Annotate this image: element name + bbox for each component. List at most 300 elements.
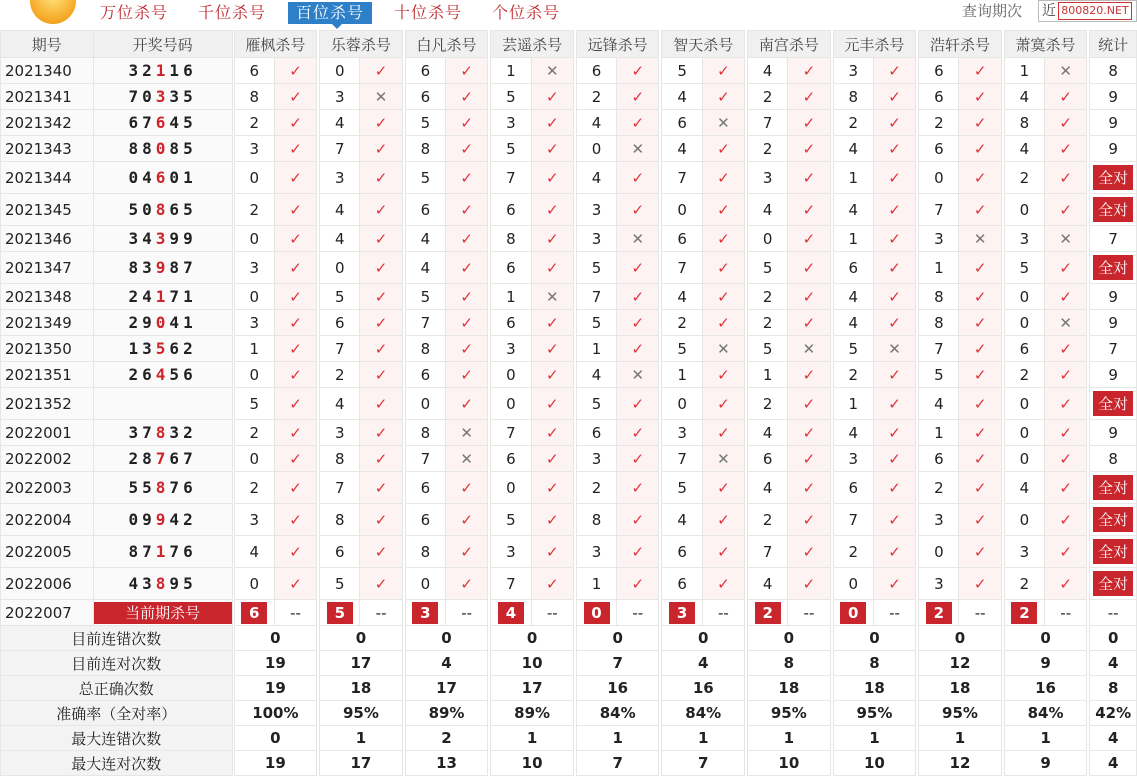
correct-check-icon: ✓ <box>788 58 830 84</box>
summary-value: 8 <box>833 651 916 676</box>
period-cell: 2021343 <box>1 136 94 162</box>
period-cell: 2022004 <box>1 504 94 536</box>
table-row <box>1 226 1137 252</box>
kill-number-cell: 3 <box>1004 226 1044 252</box>
summary-value: 100% <box>234 701 317 726</box>
kill-number-cell: 6 <box>919 58 959 84</box>
correct-check-icon: ✓ <box>446 336 488 362</box>
summary-label: 总正确次数 <box>1 676 233 701</box>
kill-number-cell: 2 <box>748 136 788 162</box>
kill-number-cell: 8 <box>405 336 445 362</box>
draw-number-cell <box>93 446 232 472</box>
current-kill-number-cell <box>576 600 616 626</box>
kill-number-cell: 5 <box>576 310 616 336</box>
stat-cell: 9 <box>1090 136 1137 162</box>
correct-check-icon: ✓ <box>617 252 659 284</box>
correct-check-icon: ✓ <box>617 388 659 420</box>
kill-number-cell: 7 <box>833 504 873 536</box>
kill-number-cell: 2 <box>320 362 360 388</box>
correct-check-icon: ✓ <box>360 536 402 568</box>
kill-number-cell: 7 <box>491 162 531 194</box>
col-header-predictor: 浩轩杀号 <box>919 31 1002 58</box>
kill-number-cell: 5 <box>234 388 274 420</box>
kill-number-cell: 3 <box>320 420 360 446</box>
table-row <box>1 284 1137 310</box>
correct-check-icon: ✓ <box>617 194 659 226</box>
kill-number-cell: 6 <box>405 84 445 110</box>
col-header-predictor: 南宫杀号 <box>748 31 831 58</box>
stat-cell <box>1090 536 1137 568</box>
col-header-predictor: 萧寞杀号 <box>1004 31 1087 58</box>
draw-digit: 3 <box>169 423 184 442</box>
draw-digit: 3 <box>128 229 143 248</box>
wrong-cross-icon: ✕ <box>446 446 488 472</box>
draw-digit: 4 <box>142 168 156 187</box>
current-kill-number-cell <box>320 600 360 626</box>
draw-digit: 7 <box>183 258 197 277</box>
draw-number-cell <box>93 136 232 162</box>
pending-result-cell: -- <box>702 600 744 626</box>
summary-value: 4 <box>405 651 488 676</box>
correct-check-icon: ✓ <box>1045 446 1087 472</box>
pending-result-cell: -- <box>360 600 402 626</box>
correct-check-icon: ✓ <box>1045 536 1087 568</box>
summary-value: 10 <box>833 751 916 776</box>
all-right-badge: 全对 <box>1093 197 1133 222</box>
draw-number-cell <box>93 310 232 336</box>
correct-check-icon: ✓ <box>788 536 830 568</box>
summary-value: 17 <box>405 676 488 701</box>
correct-check-icon: ✓ <box>788 388 830 420</box>
site-watermark: 800820.NET <box>1058 2 1132 20</box>
correct-check-icon: ✓ <box>1045 110 1087 136</box>
tab-ge-kill[interactable]: 个位杀号 <box>492 3 561 22</box>
stat-cell <box>1090 504 1137 536</box>
draw-digit: 8 <box>169 139 184 158</box>
kill-number-cell: 2 <box>1004 568 1044 600</box>
kill-number-cell: 4 <box>662 84 702 110</box>
draw-number-cell <box>93 362 232 388</box>
current-kill-number-cell <box>405 600 445 626</box>
correct-check-icon: ✓ <box>873 136 915 162</box>
stat-cell: 9 <box>1090 84 1137 110</box>
draw-digit: 7 <box>142 542 156 561</box>
summary-value: 9 <box>1004 651 1087 676</box>
table-row <box>1 162 1137 194</box>
correct-check-icon: ✓ <box>873 226 915 252</box>
kill-number-cell: 4 <box>748 58 788 84</box>
draw-digit: 2 <box>183 423 197 442</box>
wrong-cross-icon: ✕ <box>531 58 573 84</box>
correct-check-icon: ✓ <box>1045 136 1087 162</box>
correct-check-icon: ✓ <box>788 504 830 536</box>
kill-number-cell: 6 <box>919 136 959 162</box>
correct-check-icon: ✓ <box>531 536 573 568</box>
correct-check-icon: ✓ <box>274 388 316 420</box>
correct-check-icon: ✓ <box>531 504 573 536</box>
summary-value: 84% <box>576 701 659 726</box>
correct-check-icon: ✓ <box>617 284 659 310</box>
correct-check-icon: ✓ <box>617 420 659 446</box>
kill-number-cell: 8 <box>320 504 360 536</box>
correct-check-icon: ✓ <box>360 362 402 388</box>
period-cell: 2021341 <box>1 84 94 110</box>
summary-label: 准确率（全对率） <box>1 701 233 726</box>
draw-number-cell <box>93 162 232 194</box>
period-cell: 2022001 <box>1 420 94 446</box>
stat-cell: 9 <box>1090 420 1137 446</box>
correct-check-icon: ✓ <box>702 388 744 420</box>
kill-number-cell: 6 <box>405 472 445 504</box>
correct-check-icon: ✓ <box>446 58 488 84</box>
table-row <box>1 568 1137 600</box>
correct-check-icon: ✓ <box>1045 472 1087 504</box>
stat-cell <box>1090 162 1137 194</box>
kill-number-cell: 3 <box>234 136 274 162</box>
correct-check-icon: ✓ <box>1045 420 1087 446</box>
correct-check-icon: ✓ <box>617 536 659 568</box>
pending-stat-cell: -- <box>1090 600 1137 626</box>
draw-number-cell <box>93 388 232 420</box>
kill-number-cell: 3 <box>576 536 616 568</box>
correct-check-icon: ✓ <box>531 110 573 136</box>
summary-value: 89% <box>491 701 574 726</box>
kill-number-cell: 0 <box>234 446 274 472</box>
draw-digit: 6 <box>128 113 143 132</box>
kill-number-cell: 1 <box>576 568 616 600</box>
correct-check-icon: ✓ <box>531 252 573 284</box>
summary-value: 0 <box>576 626 659 651</box>
correct-check-icon: ✓ <box>702 194 744 226</box>
summary-value: 8 <box>748 651 831 676</box>
site-logo <box>30 0 76 24</box>
draw-digit: 6 <box>183 478 197 497</box>
kill-number-cell: 7 <box>748 536 788 568</box>
period-cell: 2022006 <box>1 568 94 600</box>
kill-number-cell: 8 <box>320 446 360 472</box>
kill-number-cell: 6 <box>405 504 445 536</box>
correct-check-icon: ✓ <box>873 536 915 568</box>
kill-number-table <box>0 30 1137 776</box>
kill-number-cell: 3 <box>748 162 788 194</box>
kill-number-cell: 4 <box>576 162 616 194</box>
current-kill-number-cell <box>234 600 274 626</box>
summary-value: 7 <box>662 751 745 776</box>
kill-number-cell: 3 <box>576 446 616 472</box>
draw-digit: 0 <box>128 510 143 529</box>
draw-digit: 4 <box>169 510 184 529</box>
kill-number-cell: 2 <box>833 110 873 136</box>
kill-number-cell: 4 <box>662 136 702 162</box>
correct-check-icon: ✓ <box>531 310 573 336</box>
period-cell: 2021347 <box>1 252 94 284</box>
wrong-cross-icon: ✕ <box>617 136 659 162</box>
summary-value: 17 <box>320 751 403 776</box>
correct-check-icon: ✓ <box>531 362 573 388</box>
current-period-cell: 2022007 <box>1 600 94 626</box>
kill-number-cell: 4 <box>748 472 788 504</box>
correct-check-icon: ✓ <box>873 84 915 110</box>
correct-check-icon: ✓ <box>788 310 830 336</box>
col-header-predictor: 芸遥杀号 <box>491 31 574 58</box>
summary-row <box>1 676 1137 701</box>
kill-number-cell: 1 <box>662 362 702 388</box>
kill-number-cell: 5 <box>576 252 616 284</box>
draw-digit: 0 <box>128 168 143 187</box>
correct-check-icon: ✓ <box>531 420 573 446</box>
current-kill-number: 6 <box>241 602 267 624</box>
draw-digit: 0 <box>142 200 156 219</box>
kill-number-cell: 6 <box>320 536 360 568</box>
correct-check-icon: ✓ <box>446 162 488 194</box>
draw-number-cell <box>93 194 232 226</box>
correct-check-icon: ✓ <box>959 504 1001 536</box>
correct-check-icon: ✓ <box>360 504 402 536</box>
kill-number-cell: 5 <box>320 568 360 600</box>
wrong-cross-icon: ✕ <box>531 284 573 310</box>
kill-number-cell: 0 <box>320 58 360 84</box>
kill-number-cell: 4 <box>320 226 360 252</box>
summary-value: 12 <box>919 751 1002 776</box>
summary-value: 0 <box>405 626 488 651</box>
correct-check-icon: ✓ <box>446 84 488 110</box>
kill-number-cell: 7 <box>662 162 702 194</box>
correct-check-icon: ✓ <box>617 58 659 84</box>
period-cell: 2021351 <box>1 362 94 388</box>
correct-check-icon: ✓ <box>959 336 1001 362</box>
draw-digit: 0 <box>155 139 170 158</box>
all-right-badge: 全对 <box>1093 391 1133 416</box>
kill-number-cell: 1 <box>748 362 788 388</box>
correct-check-icon: ✓ <box>959 58 1001 84</box>
kill-number-cell: 4 <box>833 136 873 162</box>
correct-check-icon: ✓ <box>702 420 744 446</box>
summary-value: 0 <box>1004 626 1087 651</box>
kill-number-cell: 3 <box>833 58 873 84</box>
tab-shi-kill[interactable]: 十位杀号 <box>394 3 463 22</box>
correct-check-icon: ✓ <box>873 504 915 536</box>
correct-check-icon: ✓ <box>446 536 488 568</box>
correct-check-icon: ✓ <box>702 472 744 504</box>
correct-check-icon: ✓ <box>531 162 573 194</box>
period-cell: 2021342 <box>1 110 94 136</box>
kill-number-cell: 4 <box>320 110 360 136</box>
correct-check-icon: ✓ <box>788 226 830 252</box>
tab-bai-kill[interactable]: 百位杀号 <box>288 2 372 24</box>
summary-value: 0 <box>234 626 317 651</box>
kill-number-cell: 8 <box>576 504 616 536</box>
draw-digit: 6 <box>169 200 184 219</box>
draw-digit: 5 <box>128 200 143 219</box>
summary-value: 9 <box>1004 751 1087 776</box>
summary-value: 0 <box>491 626 574 651</box>
correct-check-icon: ✓ <box>360 446 402 472</box>
correct-check-icon: ✓ <box>788 284 830 310</box>
draw-digit: 7 <box>169 478 184 497</box>
correct-check-icon: ✓ <box>360 336 402 362</box>
tab-qian-kill[interactable]: 千位杀号 <box>198 3 267 22</box>
kill-number-cell: 8 <box>833 84 873 110</box>
kill-number-cell: 4 <box>919 388 959 420</box>
correct-check-icon: ✓ <box>274 226 316 252</box>
correct-check-icon: ✓ <box>446 388 488 420</box>
correct-check-icon: ✓ <box>617 310 659 336</box>
summary-value: 13 <box>405 751 488 776</box>
kill-number-cell: 6 <box>833 472 873 504</box>
kill-number-cell: 5 <box>662 336 702 362</box>
current-kill-number: 4 <box>498 602 524 624</box>
col-header-predictor: 元丰杀号 <box>833 31 916 58</box>
kill-number-cell: 6 <box>662 110 702 136</box>
kill-number-cell: 6 <box>662 568 702 600</box>
kill-number-cell: 0 <box>919 162 959 194</box>
table-row <box>1 504 1137 536</box>
kill-number-cell: 0 <box>1004 420 1044 446</box>
kill-number-cell: 6 <box>491 446 531 472</box>
wrong-cross-icon: ✕ <box>788 336 830 362</box>
correct-check-icon: ✓ <box>531 472 573 504</box>
correct-check-icon: ✓ <box>959 362 1001 388</box>
pending-result-cell: -- <box>274 600 316 626</box>
correct-check-icon: ✓ <box>274 110 316 136</box>
stat-cell <box>1090 568 1137 600</box>
kill-number-cell: 0 <box>662 194 702 226</box>
draw-digit: 6 <box>142 365 156 384</box>
kill-number-cell: 3 <box>491 336 531 362</box>
summary-value: 7 <box>576 751 659 776</box>
kill-number-cell: 0 <box>234 226 274 252</box>
draw-digit: 4 <box>169 313 184 332</box>
summary-value: 0 <box>662 626 745 651</box>
summary-value: 7 <box>576 651 659 676</box>
correct-check-icon: ✓ <box>446 226 488 252</box>
correct-check-icon: ✓ <box>788 446 830 472</box>
correct-check-icon: ✓ <box>274 162 316 194</box>
period-cell: 2021348 <box>1 284 94 310</box>
draw-digit: 4 <box>128 574 143 593</box>
stat-cell: 7 <box>1090 226 1137 252</box>
table-row <box>1 336 1137 362</box>
correct-check-icon: ✓ <box>531 446 573 472</box>
summary-value: 1 <box>833 726 916 751</box>
correct-check-icon: ✓ <box>446 136 488 162</box>
kill-number-cell: 2 <box>234 110 274 136</box>
correct-check-icon: ✓ <box>360 568 402 600</box>
correct-check-icon: ✓ <box>446 252 488 284</box>
kill-number-cell: 0 <box>234 362 274 388</box>
col-header-draw: 开奖号码 <box>93 31 232 58</box>
kill-number-cell: 4 <box>748 420 788 446</box>
draw-digit: 5 <box>183 200 197 219</box>
kill-number-cell: 4 <box>662 504 702 536</box>
correct-check-icon: ✓ <box>959 388 1001 420</box>
kill-number-cell: 5 <box>405 110 445 136</box>
col-header-predictor: 智天杀号 <box>662 31 745 58</box>
draw-digit: 8 <box>155 478 170 497</box>
correct-check-icon: ✓ <box>446 310 488 336</box>
stat-cell: 8 <box>1090 58 1137 84</box>
correct-check-icon: ✓ <box>360 472 402 504</box>
current-kill-number-cell <box>491 600 531 626</box>
correct-check-icon: ✓ <box>959 252 1001 284</box>
kill-number-cell: 0 <box>748 226 788 252</box>
kill-number-cell: 5 <box>491 136 531 162</box>
draw-digit: 6 <box>169 339 184 358</box>
draw-digit: 1 <box>128 339 143 358</box>
kill-number-cell: 5 <box>1004 252 1044 284</box>
correct-check-icon: ✓ <box>873 110 915 136</box>
query-period-select[interactable]: 近 <box>1038 0 1137 22</box>
correct-check-icon: ✓ <box>617 472 659 504</box>
correct-check-icon: ✓ <box>1045 252 1087 284</box>
kill-number-cell: 6 <box>405 194 445 226</box>
kill-number-cell: 3 <box>1004 536 1044 568</box>
kill-number-cell: 4 <box>833 420 873 446</box>
summary-label: 最大连错次数 <box>1 726 233 751</box>
draw-number-cell <box>93 568 232 600</box>
correct-check-icon: ✓ <box>617 568 659 600</box>
table-header-row <box>1 31 1137 58</box>
summary-label: 最大连对次数 <box>1 751 233 776</box>
summary-value: 16 <box>576 676 659 701</box>
all-right-badge: 全对 <box>1093 539 1133 564</box>
correct-check-icon: ✓ <box>959 162 1001 194</box>
draw-digit: 7 <box>169 287 184 306</box>
kill-number-cell: 7 <box>662 446 702 472</box>
correct-check-icon: ✓ <box>788 472 830 504</box>
correct-check-icon: ✓ <box>360 252 402 284</box>
draw-digit: 8 <box>155 423 170 442</box>
correct-check-icon: ✓ <box>1045 284 1087 310</box>
kill-number-cell: 2 <box>576 472 616 504</box>
wrong-cross-icon: ✕ <box>617 362 659 388</box>
kill-number-cell: 0 <box>1004 310 1044 336</box>
period-cell: 2021350 <box>1 336 94 362</box>
correct-check-icon: ✓ <box>1045 336 1087 362</box>
draw-digit: 5 <box>142 478 156 497</box>
kill-number-cell: 1 <box>833 162 873 194</box>
tab-wan-kill[interactable]: 万位杀号 <box>100 3 169 22</box>
draw-number-cell <box>93 284 232 310</box>
kill-number-cell: 5 <box>748 252 788 284</box>
draw-digit: 9 <box>183 229 197 248</box>
kill-number-cell: 1 <box>1004 58 1044 84</box>
kill-number-cell: 0 <box>491 362 531 388</box>
kill-number-cell: 1 <box>576 336 616 362</box>
kill-number-cell: 2 <box>234 420 274 446</box>
correct-check-icon: ✓ <box>959 536 1001 568</box>
correct-check-icon: ✓ <box>360 226 402 252</box>
correct-check-icon: ✓ <box>788 420 830 446</box>
kill-number-cell: 5 <box>576 388 616 420</box>
kill-number-cell: 0 <box>1004 388 1044 420</box>
correct-check-icon: ✓ <box>274 194 316 226</box>
stat-cell: 9 <box>1090 284 1137 310</box>
wrong-cross-icon: ✕ <box>1045 310 1087 336</box>
kill-number-cell: 4 <box>405 226 445 252</box>
kill-number-cell: 8 <box>405 420 445 446</box>
kill-number-cell: 5 <box>491 84 531 110</box>
correct-check-icon: ✓ <box>531 336 573 362</box>
correct-check-icon: ✓ <box>274 136 316 162</box>
draw-digit: 8 <box>128 258 143 277</box>
draw-digit: 1 <box>183 287 197 306</box>
correct-check-icon: ✓ <box>446 504 488 536</box>
kill-number-cell: 6 <box>833 252 873 284</box>
draw-digit: 5 <box>183 139 197 158</box>
correct-check-icon: ✓ <box>1045 194 1087 226</box>
kill-number-cell: 3 <box>234 252 274 284</box>
